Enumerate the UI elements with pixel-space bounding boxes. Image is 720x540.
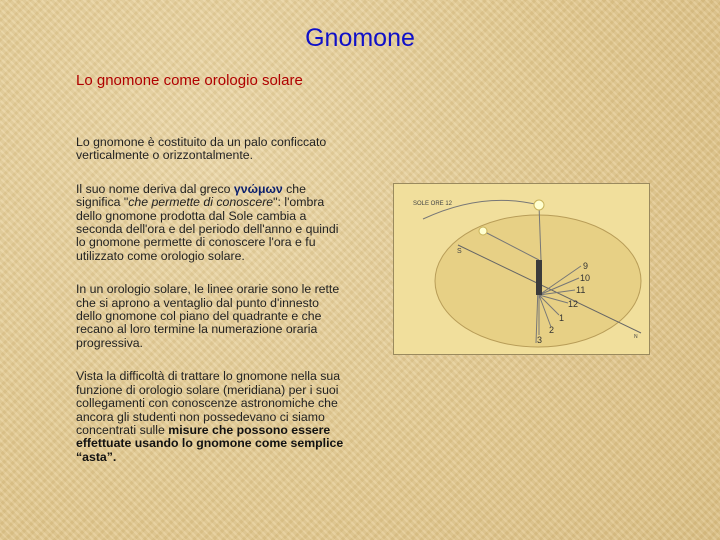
south-label: S — [457, 248, 462, 255]
gnomon-rod — [536, 260, 542, 295]
sun-icon — [534, 200, 544, 210]
sun-label: SOLE ORE 12 — [413, 201, 453, 207]
conclusion-text: Vista la difficoltà di trattare lo gnomone nella sua funzione di orologio solare (meridiana) per i suoi collegamenti con conoscenze astronomiche che ancora gli studenti non possedevano ci siamo concentrati sulle — [76, 369, 341, 437]
section-subtitle: Lo gnomone come orologio solare — [76, 72, 303, 89]
conclusion-bold: misure che possono essere effettuate usando lo gnomone come semplice “asta”. — [76, 422, 344, 464]
hour-label: 12 — [568, 299, 579, 309]
etymology-meaning: che permette di conoscere — [128, 195, 274, 210]
text-column — [76, 136, 348, 484]
etymology-text-b: che significa " — [76, 181, 306, 210]
page-title: Gnomone — [305, 24, 415, 52]
sun-low-icon — [479, 227, 487, 235]
greek-word: γνώμων — [233, 181, 283, 196]
hour-label: 9 — [583, 261, 589, 271]
sundial-illustration — [393, 183, 650, 355]
hour-label: 11 — [576, 285, 586, 295]
paragraph-conclusion — [76, 370, 348, 464]
paragraph-definition: Lo gnomone è costituito da un palo conficcato verticalmente o orizzontalmente. — [76, 135, 327, 163]
hour-label: 2 — [549, 325, 555, 335]
hour-label: 1 — [559, 313, 565, 323]
paragraph-hour-lines: In un orologio solare, le linee orarie sono le rette che si aprono a ventaglio dal punto d'innesto dello gnomone col piano del quadrante e che recano al loro termine la numerazione oraria progressiva. — [76, 282, 340, 350]
etymology-text-a: Il suo nome deriva dal greco — [76, 181, 234, 196]
north-label: N — [634, 334, 638, 340]
hour-label: 3 — [537, 335, 543, 345]
sundial-figure — [393, 183, 650, 355]
paragraph-etymology — [76, 183, 348, 263]
etymology-text-c: ": l'ombra dello gnomone prodotta dal Sole cambia a seconda dell'ora e del periodo dell'anno e quindi lo gnomone permette di conoscere l'ora e fu utilizzato come orologio solare. — [76, 195, 339, 263]
hour-label: 10 — [580, 273, 591, 283]
